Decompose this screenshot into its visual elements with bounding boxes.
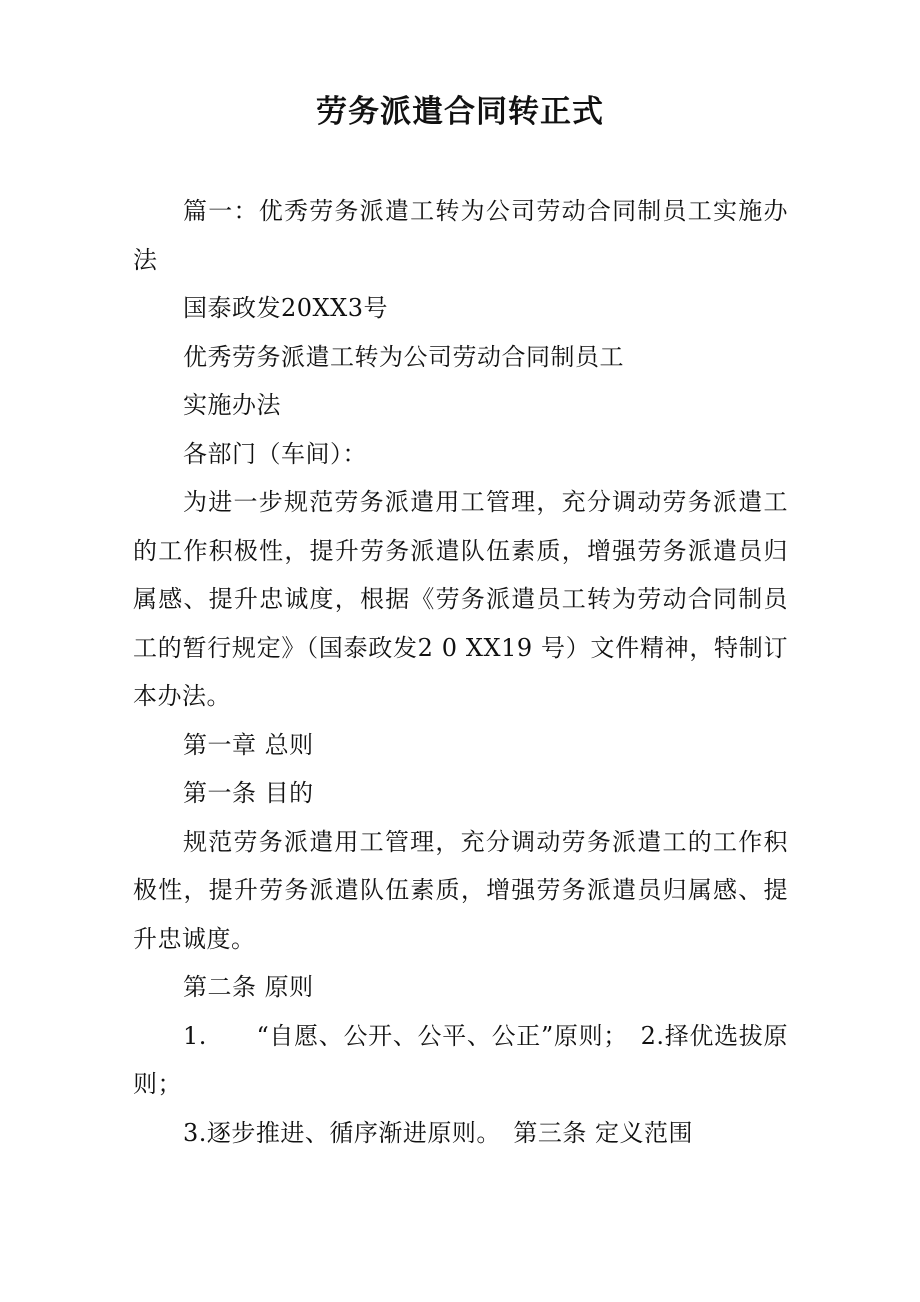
paragraph-article-2: 第二条 原则 <box>183 973 314 1001</box>
paragraph-chapter-1: 第一章 总则 <box>183 730 314 759</box>
paragraph-doc-number: 国泰政发20XX3号 <box>183 294 388 322</box>
paragraph-article-1-text: 规范劳务派遣用工管理，充分调动劳务派遣工的工作积极性，提升劳务派遣队伍素质，增强劳务派遣员归属感、提升忠诚度。 <box>133 827 788 953</box>
paragraph-principles-2: 3.逐步推进、循序渐进原则。 第三条 定义范围 <box>183 1118 694 1147</box>
document-title: 劳务派遣合同转正式 <box>316 94 604 130</box>
paragraph-principles-1: 1. “自愿、公开、公平、公正”原则； 2.择优选拔原 则； <box>133 1021 788 1098</box>
paragraph-salutation: 各部门（车间）： <box>183 439 367 468</box>
document-body <box>133 187 788 1157</box>
paragraph-heading: 篇一：优秀劳务派遣工转为公司劳动合同制员工实施办法 <box>133 197 788 274</box>
paragraph-subtitle-2: 实施办法 <box>183 391 281 419</box>
paragraph-article-1: 第一条 目的 <box>183 779 314 807</box>
paragraph-subtitle: 优秀劳务派遣工转为公司劳动合同制员工 <box>183 342 624 371</box>
paragraph-intro: 为进一步规范劳务派遣用工管理，充分调动劳务派遣工的工作积极性，提升劳务派遣队伍素质，增强劳务派遣员归属感、提升忠诚度，根据《劳务派遣员工转为劳动合同制员工的暂行规定》（国泰政发2 0 XX19 号）文件精神，特制订本办法。 <box>133 488 788 710</box>
